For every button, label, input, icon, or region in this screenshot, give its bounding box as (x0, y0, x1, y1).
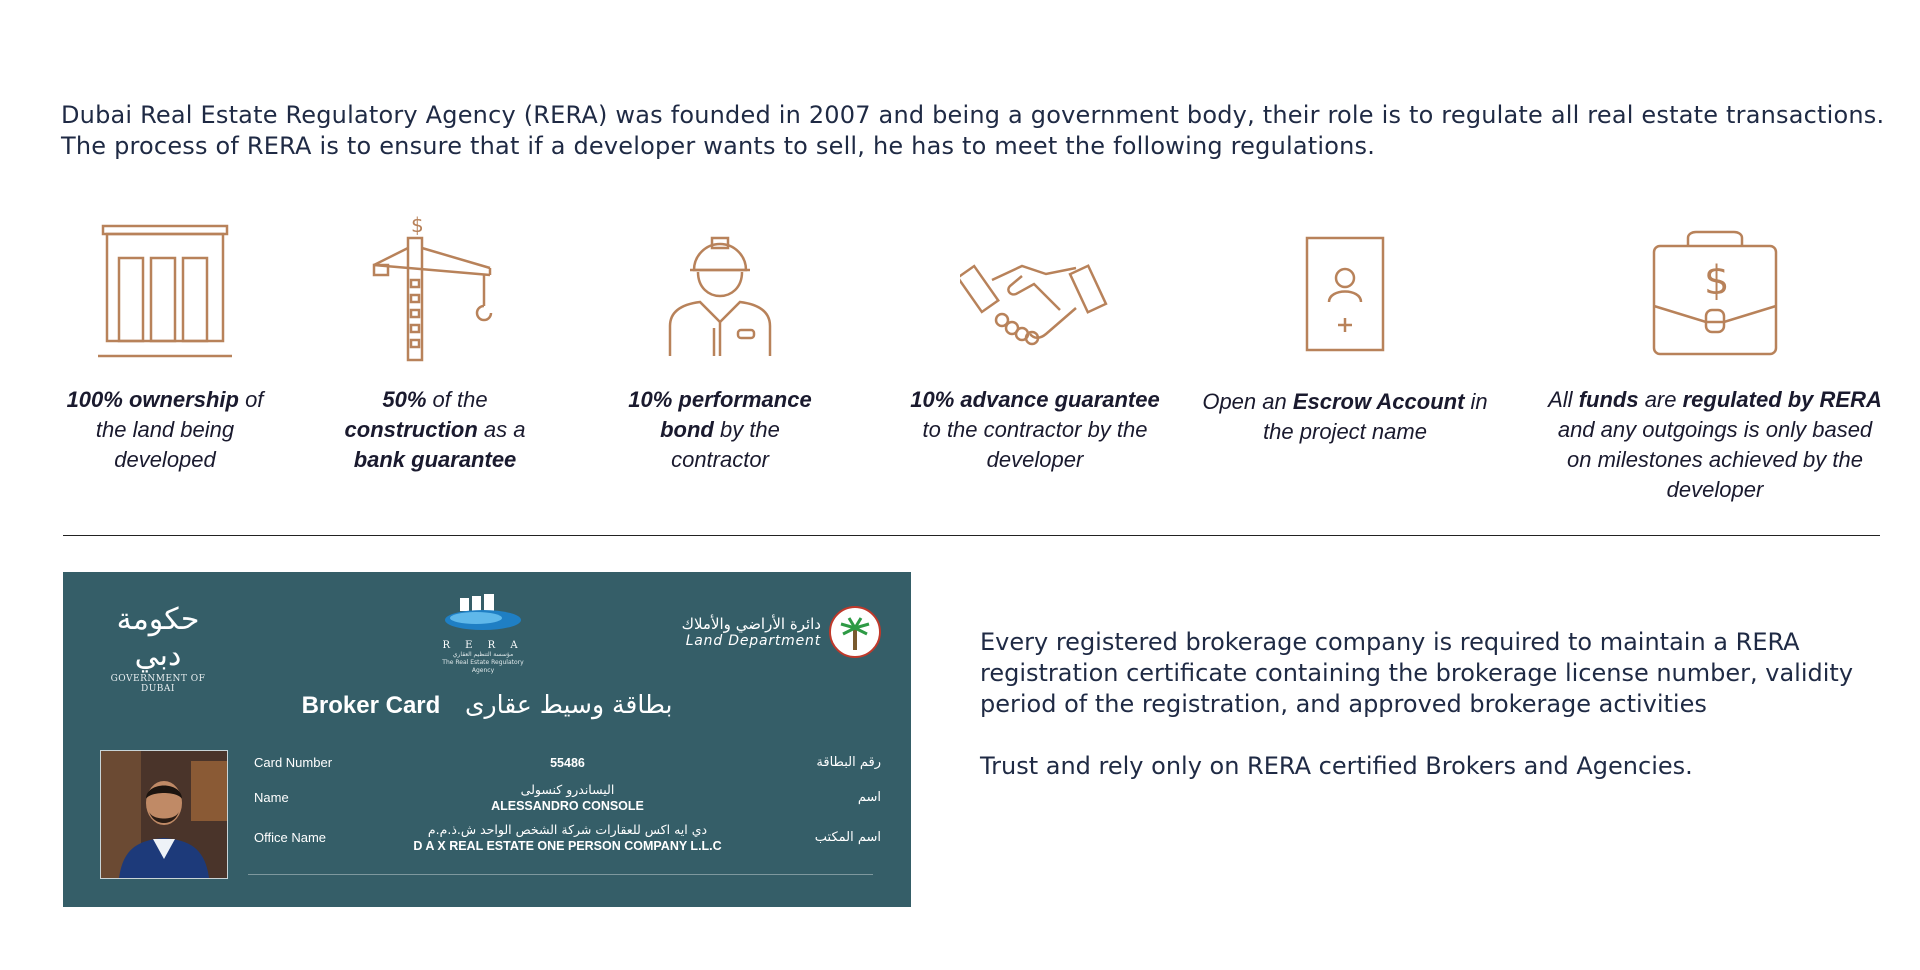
card-title-arabic: بطاقة وسيط عقارى (464, 690, 673, 719)
intro-line-2: The process of RERA is to ensure that if a developer wants to sell, he has to meet the following regulations. (61, 132, 1376, 160)
caption-bold-part: bank guarantee (353, 447, 517, 472)
card-divider (248, 874, 873, 875)
office-label-arabic: اسم المكتب (814, 830, 881, 845)
name-label-arabic: اسم (857, 790, 881, 805)
caption-construction: 50% of the construction as a bank guarantee (344, 387, 526, 472)
broker-card (63, 572, 911, 907)
land-dept-arabic: دائرة الأراضي والأملاك (681, 615, 821, 633)
card-title (63, 690, 911, 720)
broker-photo (100, 750, 228, 879)
account-icon (1275, 210, 1415, 370)
rera-arabic: مؤسسة التنظيم العقاري (452, 651, 514, 658)
caption-bold-part: 10% advance guarantee (910, 387, 1160, 412)
caption-escrow-account: Open an Escrow Account in the project name (1202, 389, 1488, 444)
handshake-icon (960, 210, 1110, 370)
gov-logo-arabic: حكومة دبي (116, 602, 200, 673)
svg-text:$: $ (1704, 258, 1730, 304)
caption-bold-part: 100% ownership (66, 387, 239, 412)
briefcase-icon (1640, 210, 1790, 370)
palm-tree-icon (829, 606, 881, 658)
caption-bold-part: funds (1578, 387, 1639, 412)
caption-funds-regulated: All funds are regulated by RERA and any outgoings is only based on milestones achieved by the developer (1548, 387, 1882, 502)
office-arabic-value: دي ايه اكس للعقارات شركة الشخص الواحد ش.ذ.م.م (427, 822, 708, 837)
caption-bold-part: regulated by RERA (1682, 387, 1882, 412)
caption-advance-guarantee: 10% advance guarantee to the contractor by the developer (910, 387, 1160, 472)
caption-bold-part: Escrow Account (1292, 389, 1465, 414)
caption-bold-part: construction (344, 417, 478, 442)
land-dept-english: Land Department (685, 633, 821, 649)
name-label: Name (254, 790, 289, 805)
brokerage-paragraph: Every registered brokerage company is required to maintain a RERA registration certificate containing the brokerage license number, validity period of the registration, and approved brokerage activities (980, 628, 1854, 718)
caption-bold-part: 50% (382, 387, 427, 412)
caption-bold-part: 10% performance bond (628, 387, 812, 442)
office-english-value: D A X REAL ESTATE ONE PERSON COMPANY L.L.C (413, 839, 722, 853)
card-number-value: 55486 (550, 756, 585, 770)
rera-logo (433, 594, 533, 675)
crane-icon (360, 210, 500, 370)
building-icon (95, 210, 235, 370)
rera-emblem-icon (438, 594, 528, 634)
regulation-icons (0, 210, 1920, 370)
office-label: Office Name (254, 830, 327, 845)
rera-brokerage-info (980, 627, 1880, 782)
section-divider (63, 535, 1880, 536)
rera-english: The Real Estate Regulatory Agency (442, 659, 524, 674)
worker-icon (650, 210, 790, 370)
intro-text (61, 100, 1911, 162)
svg-text:$: $ (411, 213, 424, 237)
rera-letters: R E R A (442, 640, 524, 651)
card-title-english: Broker Card (301, 692, 441, 719)
intro-line-1: Dubai Real Estate Regulatory Agency (RERA) was founded in 2007 and being a government body, their role is to regulate all real estate transactions. (61, 101, 1885, 129)
name-english-value: ALESSANDRO CONSOLE (491, 799, 644, 813)
caption-performance-bond: 10% performance bond by the contractor (628, 387, 812, 472)
trust-statement: Trust and rely only on RERA certified Brokers and Agencies. (980, 752, 1693, 780)
card-number-label-arabic: رقم البطاقة (816, 755, 881, 770)
gov-logo-english: GOVERNMENT OF DUBAI (110, 674, 206, 694)
land-department-logo (682, 606, 881, 658)
name-arabic-value: اليساندرو كنسولى (520, 782, 615, 797)
caption-ownership: 100% ownership of the land being developed (66, 387, 264, 472)
government-of-dubai-logo (93, 602, 223, 694)
card-number-label: Card Number (254, 755, 333, 770)
